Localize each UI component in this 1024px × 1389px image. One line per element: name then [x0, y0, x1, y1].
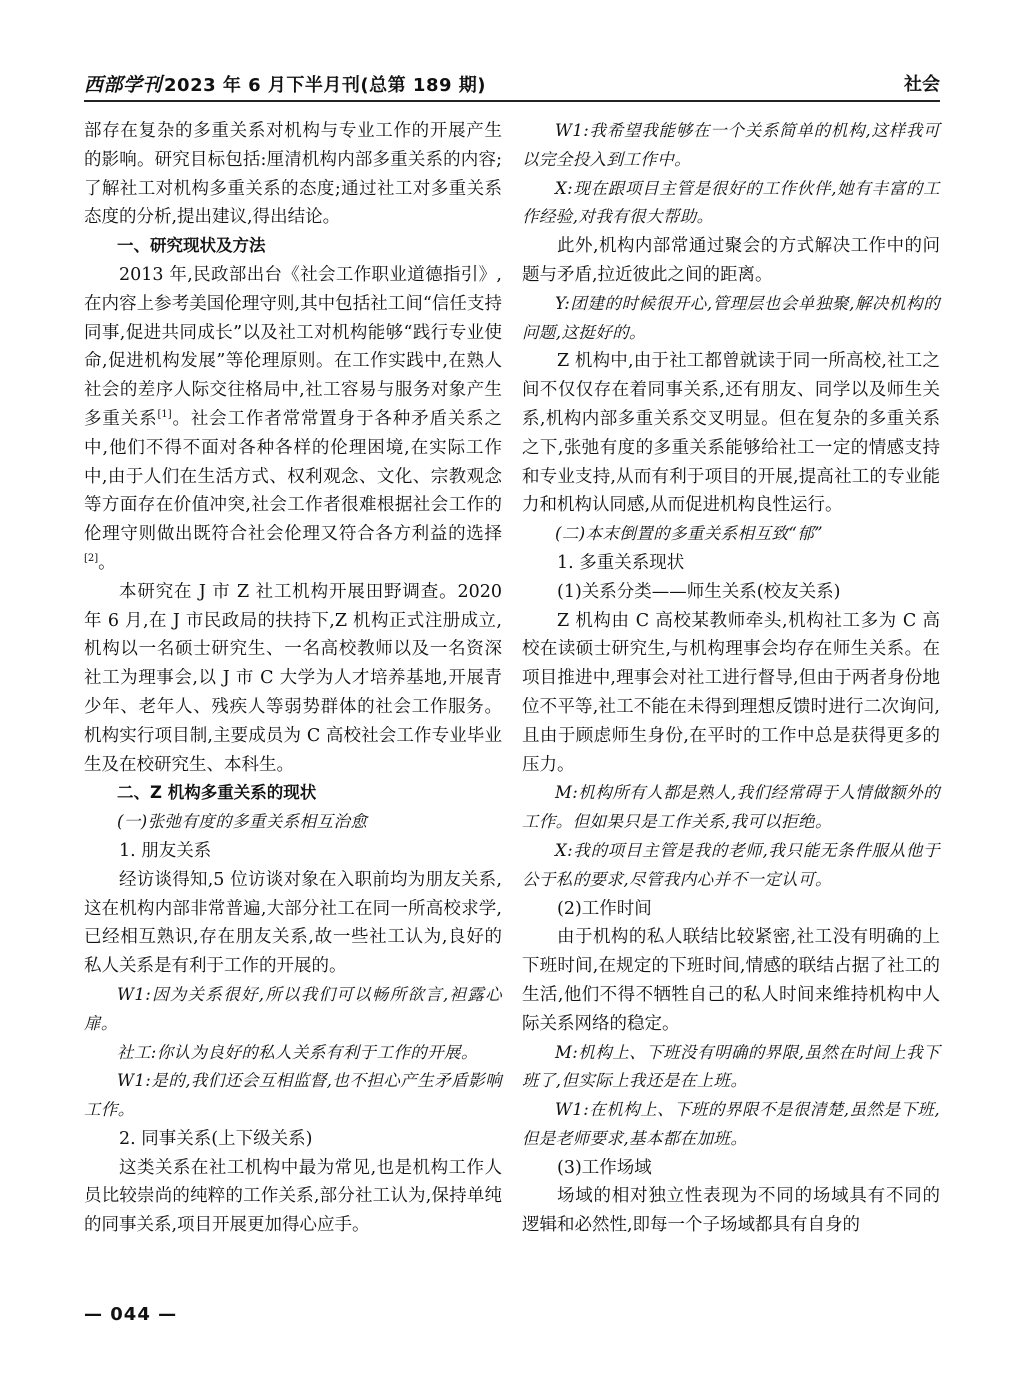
paragraph-text: 经访谈得知,5 位访谈对象在入职前均为朋友关系,这在机构内部非常普遍,大部分社工在同一所高校求学,已经相互熟识,存在朋友关系,故一些社工认为,良好的私人关系是有利于工作的开展的。 — [84, 869, 502, 977]
paragraph — [522, 232, 940, 290]
running-header — [84, 66, 940, 102]
paragraph-text: 部存在复杂的多重关系对机构与专业工作的开展产生的影响。研究目标包括:厘清机构内部多重关系的内容;了解社工对机构多重关系的态度;通过社工对多重关系态度的分析,提出建议,得出结论。 — [84, 121, 502, 228]
paragraph — [522, 1154, 940, 1183]
paragraph-text: 1. 朋友关系 — [119, 840, 212, 861]
paragraph-text: (1)关系分类——师生关系(校友关系) — [557, 581, 841, 602]
paragraph-text: X:我的项目主管是我的老师,我只能无条件服从他于公于私的要求,尽管我内心并不一定认可。 — [522, 840, 940, 889]
paragraph — [522, 607, 940, 780]
interview-quote — [84, 1039, 502, 1068]
paragraph-text: 社工:你认为良好的私人关系有利于工作的开展。 — [117, 1042, 478, 1062]
section-heading — [84, 779, 502, 808]
paragraph-text: Z 机构由 C 高校某教师牵头,机构社工多为 C 高校在读硕士研究生,与机构理事会均存在师生关系。在项目推进中,理事会对社工进行督导,但由于两者身份地位不平等,社工不能在未得到理想反馈时进行二次询问,且由于顾虑师生身份,在平时的工作中总是获得更多的压力。 — [522, 610, 940, 775]
paragraph-text: 此外,机构内部常通过聚会的方式解决工作中的问题与矛盾,拉近彼此之间的距离。 — [522, 236, 940, 285]
interview-quote — [522, 175, 940, 233]
page-number: — 044 — — [84, 1304, 178, 1325]
paragraph-text: (二)本末倒置的多重关系相互致“郁” — [555, 524, 823, 544]
interview-quote — [522, 837, 940, 895]
paragraph-text: 。社会工作者常常置身于各种矛盾关系之中,他们不得不面对各种各样的伦理困境,在实际工作中,由于人们在生活方式、权利观念、文化、宗教观念等方面存在价值冲突,社会工作者很难根据社会工作的伦理守则做出既符合社会伦理又符合各方利益的选择 — [84, 408, 503, 545]
right-column — [522, 117, 940, 1240]
citation-mark: [2] — [84, 553, 99, 565]
paragraph-text: (一)张弛有度的多重关系相互治愈 — [117, 812, 368, 832]
paragraph-text: (3)工作场域 — [557, 1157, 652, 1178]
paragraph — [522, 895, 940, 924]
paragraph-text: 2. 同事关系(上下级关系) — [119, 1128, 313, 1149]
paragraph-text: Y:团建的时候很开心,管理层也会单独聚,解决机构的问题,这挺好的。 — [522, 293, 940, 342]
paragraph-text: 1. 多重关系现状 — [557, 552, 685, 573]
paragraph-text: W1:是的,我们还会互相监督,也不担心产生矛盾影响工作。 — [84, 1071, 502, 1120]
paragraph-text: W1:在机构上、下班的界限不是很清楚,虽然是下班,但是老师要求,基本都在加班。 — [522, 1100, 940, 1148]
paragraph — [522, 549, 940, 578]
paragraph — [84, 866, 502, 981]
interview-quote — [84, 981, 502, 1039]
paragraph-text: (2)工作时间 — [557, 898, 652, 919]
paragraph-text: X:现在跟项目主管是很好的工作伙伴,她有丰富的工作经验,对我有很大帮助。 — [522, 178, 940, 227]
paragraph-text: W1:因为关系很好,所以我们可以畅所欲言,袒露心扉。 — [84, 984, 502, 1033]
paragraph — [84, 261, 502, 578]
issue-label: 2023 年 6 月下半月刊(总第 189 期) — [164, 75, 486, 96]
paragraph — [84, 1125, 502, 1154]
interview-quote — [522, 290, 940, 348]
paragraph — [522, 347, 940, 520]
paragraph-text: 场域的相对独立性表现为不同的场域具有不同的逻辑和必然性,即每一个子场域都具有自身的 — [522, 1186, 940, 1236]
paragraph — [84, 1154, 502, 1240]
paragraph-text: W1:我希望我能够在一个关系简单的机构,这样我可以完全投入到工作中。 — [522, 121, 940, 169]
interview-quote — [522, 1039, 940, 1097]
left-column — [84, 117, 502, 1240]
paragraph-continued — [84, 117, 502, 232]
paragraph-text: 本研究在 J 市 Z 社工机构开展田野调查。2020 年 6 月,在 J 市民政局的扶持下,Z 机构正式注册成立,机构以一名硕士研究生、一名高校教师以及一名资深社工为理事会,以 J 市 C 大学为人才培养基地,开展青少年、老年人、残疾人等弱势群体的社会工作服务。机构实行项目制,主要成员为 C 高校社会工作专业毕业生及在校研究生、本科生。 — [84, 581, 502, 775]
paragraph — [522, 578, 940, 607]
citation-mark: [1] — [157, 409, 172, 421]
paragraph — [84, 578, 502, 780]
paragraph-text: 2013 年,民政部出台《社会工作职业道德指引》,在内容上参考美国伦理守则,其中包括社工间“信任支持同事,促进共同成长”以及社工对机构能够“践行专业使命,促进机构发展”等伦理原则。在工作实践中,在熟人社会的差序人际交往格局中,社工容易与服务对象产生多重关系 — [84, 264, 502, 429]
paragraph-text: Z 机构中,由于社工都曾就读于同一所高校,社工之间不仅仅存在着同事关系,还有朋友、同学以及师生关系,机构内部多重关系交叉明显。但在复杂的多重关系之下,张弛有度的多重关系能够给社工一定的情感支持和专业支持,从而有利于项目的开展,提高社工的专业能力和机构认同感,从而促进机构良性运行。 — [522, 351, 940, 516]
paragraph — [522, 1182, 940, 1240]
section-label: 社会 — [904, 74, 940, 95]
interview-quote — [522, 779, 940, 837]
interview-quote — [522, 520, 940, 549]
interview-quote — [84, 1067, 502, 1125]
paragraph-text: M:机构所有人都是熟人,我们经常碍于人情做额外的工作。但如果只是工作关系,我可以拒绝。 — [522, 783, 940, 832]
interview-quote — [522, 1096, 940, 1154]
paragraph-text: 这类关系在社工机构中最为常见,也是机构工作人员比较崇尚的纯粹的工作关系,部分社工认为,保持单纯的同事关系,项目开展更加得心应手。 — [84, 1157, 502, 1236]
paragraph — [84, 837, 502, 866]
section-heading — [84, 232, 502, 261]
paragraph-text: 二、Z 机构多重关系的现状 — [117, 783, 317, 803]
paragraph — [522, 923, 940, 1038]
paragraph-text: M:机构上、下班没有明确的界限,虽然在时间上我下班了,但实际上我还是在上班。 — [522, 1042, 940, 1091]
paragraph-text: 由于机构的私人联结比较紧密,社工没有明确的上下班时间,在规定的下班时间,情感的联结占据了社工的生活,他们不得不牺牲自己的私人时间来维持机构中人际关系网络的稳定。 — [522, 927, 940, 1034]
paragraph-text: 一、研究现状及方法 — [117, 236, 266, 256]
interview-quote — [84, 808, 502, 837]
journal-issue — [84, 70, 486, 97]
paragraph-text: 。 — [98, 552, 116, 573]
interview-quote — [522, 117, 940, 175]
journal-logo: 西部学刊 — [84, 74, 163, 96]
